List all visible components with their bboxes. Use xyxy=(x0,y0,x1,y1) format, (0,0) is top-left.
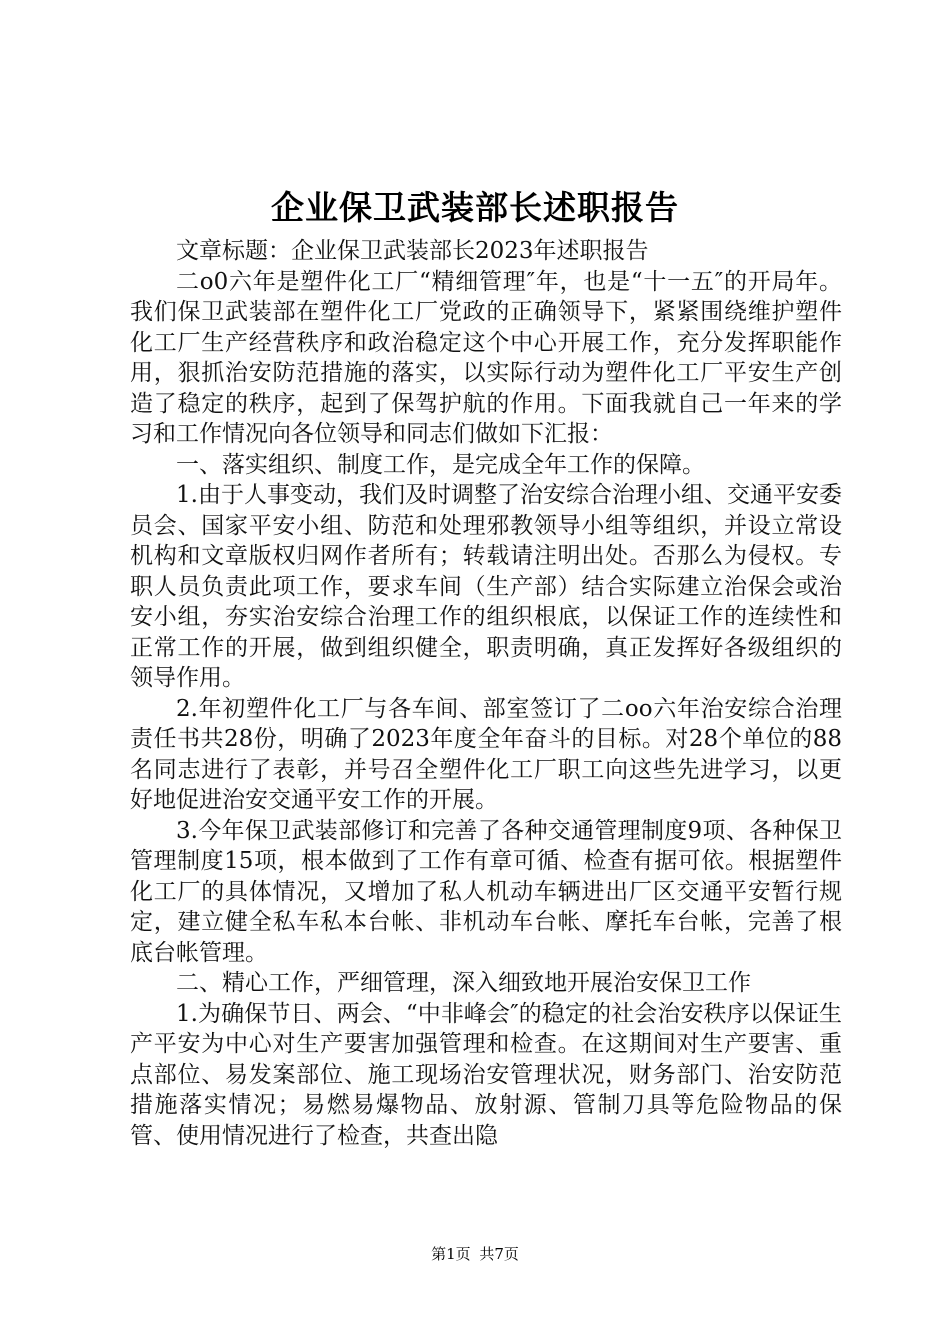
page-number: 第1页 xyxy=(431,1245,471,1263)
paragraph-item-1-3: 3.今年保卫武装部修订和完善了各种交通管理制度9项、各种保卫管理制度15项，根本做到了工作有章可循、检查有据可依。根据塑件化工厂的具体情况，又增加了私人机动车辆进出厂区交通平安暂行规定，建立健全私车私本台帐、非机动车台帐、摩托车台帐，完善了根底台帐管理。 xyxy=(130,817,842,966)
section-heading-1: 一、落实组织、制度工作，是完成全年工作的保障。 xyxy=(176,451,705,478)
document-body xyxy=(130,236,842,1151)
document-title: 企业保卫武装部长述职报告 xyxy=(271,188,679,227)
page-total: 共7页 xyxy=(479,1245,519,1263)
paragraph-intro: 二o0六年是塑件化工厂“精细管理″年，也是“十一五″的开局年。我们保卫武装部在塑件化工厂党政的正确领导下，紧紧围绕维护塑件化工厂生产经营秩序和政治稳定这个中心开展工作，充分发挥职能作用，狠抓治安防范措施的落实，以实际行动为塑件化工厂平安生产创造了稳定的秩序，起到了保驾护航的作用。下面我就自己一年来的学习和工作情况向各位领导和同志们做如下汇报： xyxy=(130,268,842,447)
paragraph-article-title: 文章标题：企业保卫武装部长2023年述职报告 xyxy=(176,238,649,264)
page-footer xyxy=(0,1244,950,1264)
paragraph-item-1-2: 2.年初塑件化工厂与各车间、部室签订了二oo六年治安综合治理责任书共28份，明确了2023年度全年奋斗的目标。对28个单位的88名同志进行了表彰，并号召全塑件化工厂职工向这些先进学习，以更好地促进治安交通平安工作的开展。 xyxy=(130,695,842,813)
section-heading-2: 二、精心工作，严细管理，深入细致地开展治安保卫工作 xyxy=(176,970,751,996)
paragraph-item-1-1: 1.由于人事变动，我们及时调整了治安综合治理小组、交通平安委员会、国家平安小组、防范和处理邪教领导小组等组织，并设立常设机构和文章版权归网作者所有；转载请注明出处。否那么为侵权。专职人员负责此项工作，要求车间（生产部）结合实际建立治保会或治安小组，夯实治安综合治理工作的组织根底，以保证工作的连续性和正常工作的开展，做到组织健全，职责明确，真正发挥好各级组织的领导作用。 xyxy=(130,482,842,691)
paragraph-item-2-1: 1.为确保节日、两会、“中非峰会″的稳定的社会治安秩序以保证生产平安为中心对生产要害加强管理和检查。在这期间对生产要害、重点部位、易发案部位、施工现场治安管理状况，财务部门、治安防范措施落实情况；易燃易爆物品、放射源、管制刀具等危险物品的保管、使用情况进行了检查，共查出隐 xyxy=(130,1000,842,1149)
